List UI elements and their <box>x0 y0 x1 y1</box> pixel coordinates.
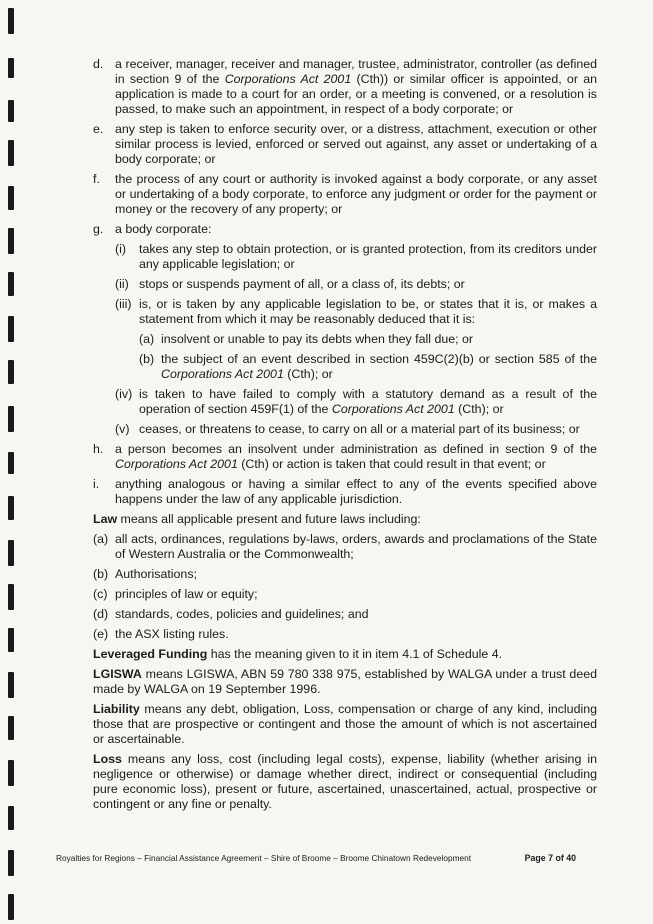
binding-mark <box>8 540 14 566</box>
law-item <box>93 607 597 622</box>
definition-text: means any loss, cost (including legal costs), expense, liability (whether arising in negligence or otherwise) or damage whether direct, indirect or consequential (including pure economic loss), present or future, ascertained, unascertained, actual, prospective or contingent or any fine or penalty. <box>93 752 597 811</box>
item-text: the subject of an event described in section 459C(2)(b) or section 585 of the Corporations Act 2001 (Cth); or <box>161 352 597 381</box>
binding-mark <box>8 806 14 830</box>
item-label: (b) <box>93 567 109 581</box>
binding-mark <box>8 850 14 876</box>
definition-text: means all applicable present and future laws including: <box>117 512 421 526</box>
binding-mark <box>8 186 14 210</box>
binding-mark <box>8 496 14 520</box>
item-label: f. <box>93 172 100 186</box>
binding-mark <box>8 316 14 342</box>
binding-mark <box>8 272 14 296</box>
item-text: anything analogous or having a similar effect to any of the events specified above happens under the law of any applicable jurisdiction. <box>115 477 597 506</box>
item-label: (iii) <box>115 297 132 311</box>
item-text: any step is taken to enforce security over, or a distress, attachment, execution or other similar process is levied, enforced or served out against, any asset or undertaking of a body corporate; or <box>115 122 597 166</box>
item-text: a receiver, manager, receiver and manager, trustee, administrator, controller (as defined in section 9 of the Corporations Act 2001 (Cth)) or similar officer is appointed, or an application is made to a court for an order, or a meeting is convened, or a resolution is passed, to make such an appointment, in respect of a body corporate; or <box>115 57 597 116</box>
defined-term: LGISWA <box>93 667 142 681</box>
binding-mark <box>8 452 14 474</box>
document-body <box>93 57 597 817</box>
item-label: (ii) <box>115 277 129 291</box>
list-subitem-g-iv <box>115 387 597 417</box>
binding-mark <box>8 406 14 432</box>
list-item-f <box>93 172 597 217</box>
page-number: Page 7 of 40 <box>524 853 576 863</box>
item-text: standards, codes, policies and guidelines; and <box>115 607 369 621</box>
defined-term: Liability <box>93 702 140 716</box>
list-subitem-g-iii-b <box>139 352 597 382</box>
list-subitem-g-ii <box>115 277 597 292</box>
item-text: a body corporate: <box>115 222 212 236</box>
item-label: i. <box>93 477 100 491</box>
law-item <box>93 567 597 582</box>
list-item-d <box>93 57 597 117</box>
item-text: insolvent or unable to pay its debts when they fall due; or <box>161 332 474 346</box>
item-label: (b) <box>139 352 155 366</box>
defined-term: Loss <box>93 752 122 766</box>
binding-holes <box>8 0 20 924</box>
binding-mark <box>8 8 14 34</box>
item-label: (i) <box>115 242 127 256</box>
item-text: a person becomes an insolvent under administration as defined in section 9 of the Corporations Act 2001 (Cth) or action is taken that could result in that event; or <box>115 442 597 471</box>
binding-mark <box>8 716 14 740</box>
list-subitem-g-iii-a <box>139 332 597 347</box>
item-label: (c) <box>93 587 108 601</box>
definition-liability <box>93 702 597 747</box>
binding-mark <box>8 58 14 78</box>
definition-lgiswa <box>93 667 597 697</box>
list-item-i <box>93 477 597 507</box>
page-footer <box>56 853 576 863</box>
item-text: is taken to have failed to comply with a statutory demand as a result of the operation of section 459F(1) of the Corporations Act 2001 (Cth); or <box>139 387 597 416</box>
item-text: takes any step to obtain protection, or is granted protection, from its creditors under any applicable legislation; or <box>139 242 597 271</box>
definition-text: means LGISWA, ABN 59 780 338 975, established by WALGA under a trust deed made by WALGA on 19 September 1996. <box>93 667 597 696</box>
item-label: (e) <box>93 627 109 641</box>
item-text: all acts, ordinances, regulations by-laws, orders, awards and proclamations of the State of Western Australia or the Commonwealth; <box>115 532 597 561</box>
item-text: stops or suspends payment of all, or a class of, its debts; or <box>139 277 465 291</box>
definition-law <box>93 512 597 527</box>
item-label: g. <box>93 222 104 236</box>
item-label: (d) <box>93 607 109 621</box>
item-label: (a) <box>139 332 155 346</box>
binding-mark <box>8 894 14 920</box>
list-item-g <box>93 222 597 237</box>
binding-mark <box>8 228 14 254</box>
law-item <box>93 587 597 602</box>
definition-text: means any debt, obligation, Loss, compensation or charge of any kind, including those that are prospective or contingent and those the amount of which is not ascertained or ascertainable. <box>93 702 597 746</box>
footer-title: Royalties for Regions – Financial Assistance Agreement – Shire of Broome – Broome Chinatown Redevelopment <box>56 853 472 863</box>
binding-mark <box>8 584 14 610</box>
binding-mark <box>8 140 14 166</box>
law-item <box>93 532 597 562</box>
defined-term: Leveraged Funding <box>93 647 208 661</box>
binding-mark <box>8 672 14 698</box>
list-subitem-g-v <box>115 422 597 437</box>
list-subitem-g-i <box>115 242 597 272</box>
item-text: the process of any court or authority is invoked against a body corporate, or any asset or undertaking of a body corporate, to enforce any judgment or order for the payment or money or the recovery of any property; or <box>115 172 597 216</box>
item-text: principles of law or equity; <box>115 587 258 601</box>
list-subitem-g-iii <box>115 297 597 327</box>
item-text: is, or is taken by any applicable legislation to be, or states that it is, or makes a statement from which it may be reasonably deduced that it is: <box>139 297 597 326</box>
list-item-e <box>93 122 597 167</box>
law-item <box>93 627 597 642</box>
definition-loss <box>93 752 597 812</box>
item-text: Authorisations; <box>115 567 197 581</box>
list-item-h <box>93 442 597 472</box>
definition-text: has the meaning given to it in item 4.1 of Schedule 4. <box>207 647 503 661</box>
item-label: (iv) <box>115 387 133 401</box>
item-label: h. <box>93 442 104 456</box>
binding-mark <box>8 628 14 652</box>
definition-leveraged-funding <box>93 647 597 662</box>
binding-mark <box>8 760 14 786</box>
binding-mark <box>8 100 14 122</box>
item-label: (a) <box>93 532 109 546</box>
item-label: (v) <box>115 422 130 436</box>
item-label: d. <box>93 57 104 71</box>
item-label: e. <box>93 122 104 136</box>
binding-mark <box>8 360 14 384</box>
item-text: the ASX listing rules. <box>115 627 229 641</box>
defined-term: Law <box>93 512 118 526</box>
item-text: ceases, or threatens to cease, to carry on all or a material part of its business; or <box>139 422 580 436</box>
